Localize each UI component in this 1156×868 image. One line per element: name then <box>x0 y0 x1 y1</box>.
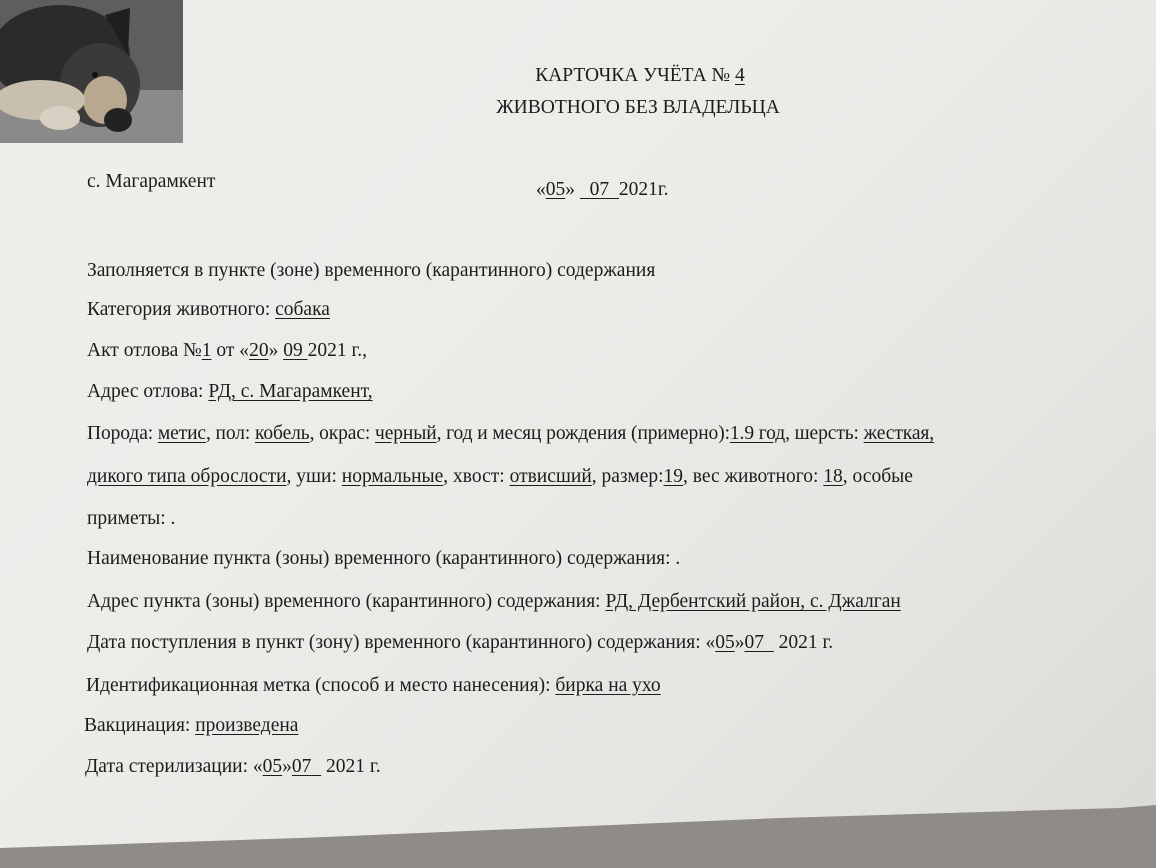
admission-close-quote: » <box>734 632 745 653</box>
weight-label: , вес животного: <box>683 466 819 487</box>
weight-value: 18 <box>823 466 843 487</box>
category-label: Категория животного: <box>87 299 271 320</box>
special-label: , особые <box>842 466 913 487</box>
vaccination-label: Вакцинация: <box>84 715 191 736</box>
admission-month: 07 <box>744 632 764 653</box>
special-marks-line: приметы: . <box>87 508 176 529</box>
vaccination-value: произведена <box>195 715 299 736</box>
intro-text: Заполняется в пункте (зоне) временного (карантинного) содержания <box>87 260 656 281</box>
sterilization-date-line <box>85 757 381 777</box>
card-date <box>536 180 669 200</box>
act-month: 09 <box>283 340 303 361</box>
sterilization-month-field <box>292 756 321 777</box>
facility-address-label: Адрес пункта (зоны) временного (карантинного) содержания: <box>87 591 601 612</box>
size-value: 19 <box>663 466 684 487</box>
tail-label: , хвост: <box>443 466 505 487</box>
breed-value: метис <box>157 423 206 444</box>
birth-label: , год и месяц рождения (примерно): <box>436 423 730 444</box>
capture-address-value: РД, с. Магарамкент, <box>208 381 373 402</box>
tail-value: отвисший <box>509 466 592 487</box>
card-title-line1 <box>0 66 1156 86</box>
sex-label: , пол: <box>205 423 251 444</box>
breed-line-2 <box>87 467 913 487</box>
facility-name-line: Наименование пункта (зоны) временного (карантинного) содержания: . <box>87 548 681 569</box>
breed-label: Порода: <box>87 423 154 444</box>
date-close-quote: » <box>565 179 575 200</box>
place-name: с. Магарамкент <box>87 171 216 192</box>
coat-label: , шерсть: <box>785 423 859 444</box>
act-label: Акт отлова № <box>87 340 202 361</box>
vaccination-line <box>84 716 298 736</box>
sterilization-month: 07 <box>291 756 312 777</box>
facility-address-value: РД, Дербентский район, с. Джалган <box>605 591 901 612</box>
color-label: , окрас: <box>309 423 371 444</box>
date-open-quote: « <box>536 179 546 200</box>
act-year: 2021 г., <box>307 340 367 361</box>
facility-address-line <box>87 592 901 612</box>
card-title-line2: ЖИВОТНОГО БЕЗ ВЛАДЕЛЬЦА <box>496 97 780 118</box>
admission-label: Дата поступления в пункт (зону) временного (карантинного) содержания: « <box>87 632 716 653</box>
admission-day: 05 <box>715 632 735 653</box>
sterilization-close-quote: » <box>282 756 292 777</box>
capture-address-line <box>87 382 373 402</box>
id-mark-value: бирка на ухо <box>555 675 661 696</box>
size-label: , размер: <box>591 466 664 487</box>
date-day: 05 <box>545 179 566 200</box>
id-mark-label: Идентификационная метка (способ и место нанесения): <box>86 675 551 696</box>
category-value: собака <box>275 299 330 320</box>
act-from: от « <box>211 340 250 361</box>
act-month-field <box>283 340 307 361</box>
act-number: 1 <box>201 340 212 361</box>
capture-address-label: Адрес отлова: <box>87 381 204 402</box>
category-line <box>87 300 330 320</box>
date-month-field <box>580 179 619 200</box>
id-mark-line <box>86 676 661 696</box>
sterilization-label: Дата стерилизации: « <box>85 756 263 777</box>
act-day: 20 <box>249 340 269 361</box>
birth-value: 1.9 год <box>729 423 786 444</box>
date-year: 2021г. <box>618 179 669 200</box>
sterilization-day: 05 <box>262 756 283 777</box>
date-month: 07 <box>589 179 610 200</box>
act-close-quote: » <box>268 340 279 361</box>
admission-year: 2021 г. <box>778 632 834 653</box>
ears-label: , уши: <box>286 466 337 487</box>
color-value: черный <box>375 423 437 444</box>
coat-value-part2: дикого типа оброслости <box>87 466 287 487</box>
act-line <box>87 341 367 361</box>
card-title-prefix: КАРТОЧКА УЧЁТА № <box>535 65 731 86</box>
admission-date-line <box>87 633 833 653</box>
admission-month-field <box>745 632 774 653</box>
card-number: 4 <box>735 65 745 86</box>
sex-value: кобель <box>254 423 310 444</box>
breed-line <box>87 424 934 444</box>
coat-value-part1: жесткая, <box>863 423 935 444</box>
ears-value: нормальные <box>341 466 444 487</box>
sterilization-year: 2021 г. <box>326 756 381 777</box>
